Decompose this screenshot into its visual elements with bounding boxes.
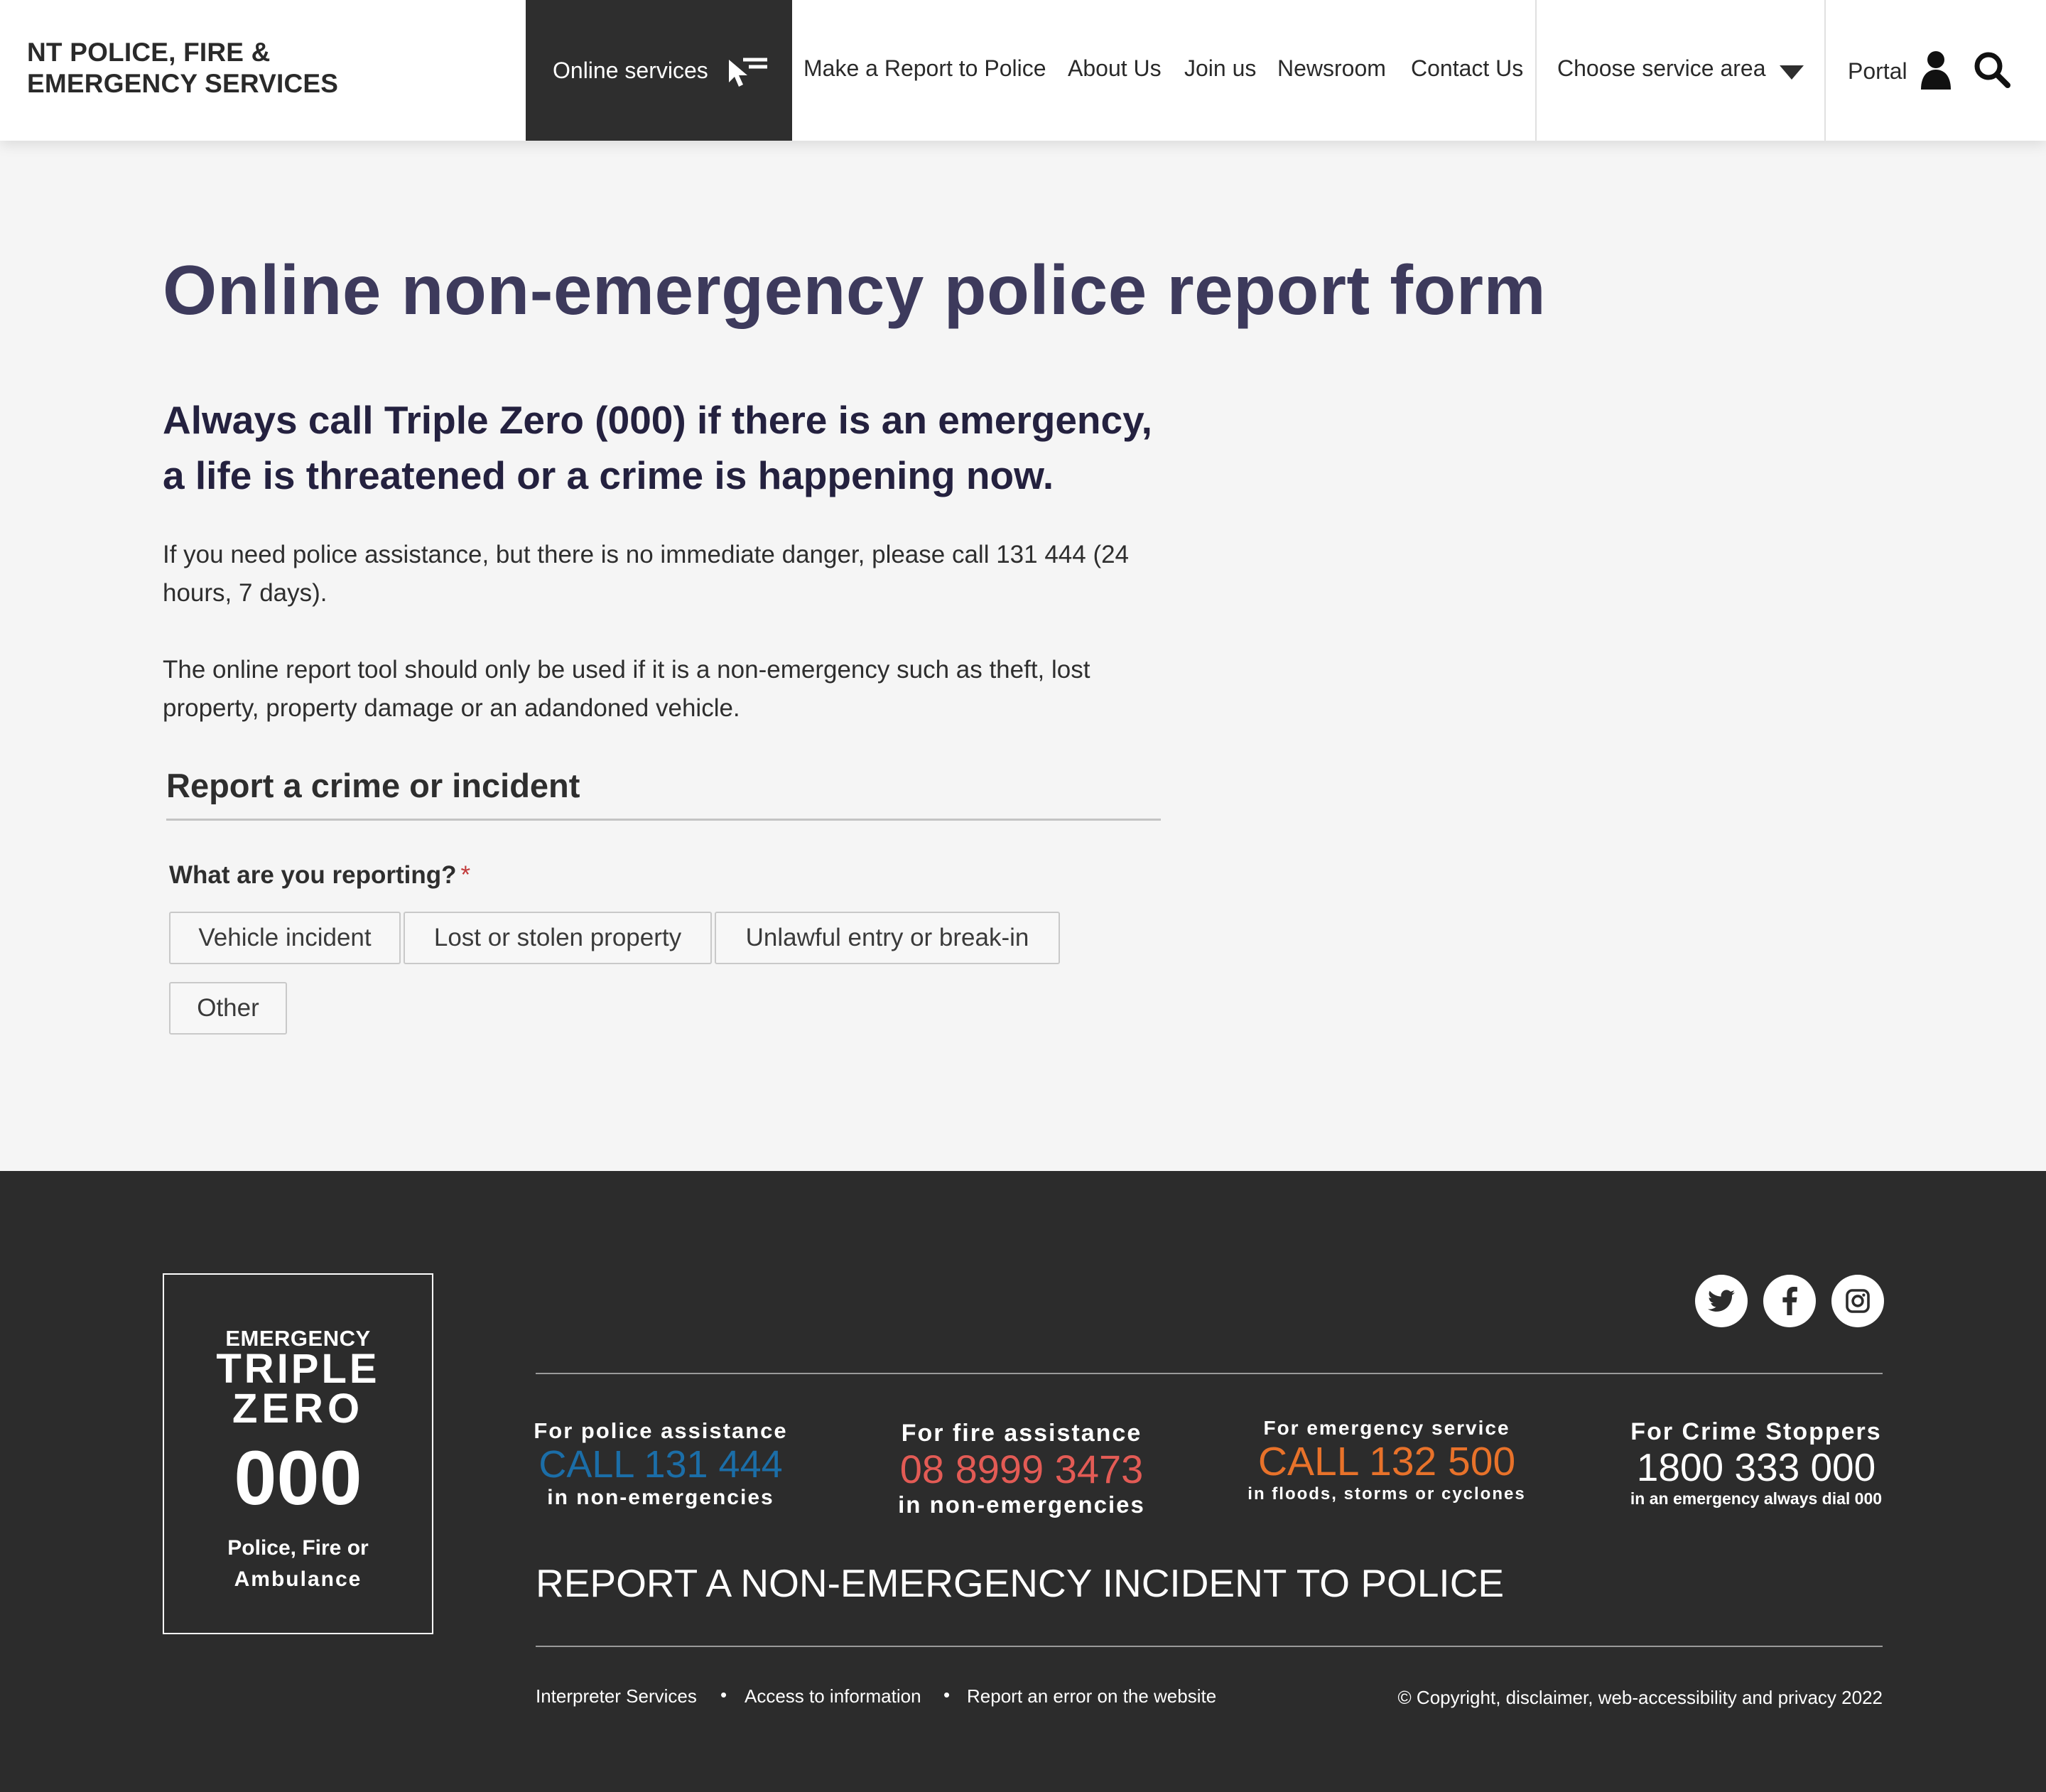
crime-stoppers-sub: in an emergency always dial 000	[1630, 1489, 1883, 1508]
instagram-icon[interactable]	[1831, 1275, 1884, 1327]
ses-contact-label: For emergency service	[1263, 1417, 1510, 1439]
required-marker: *	[460, 861, 471, 889]
footer-divider	[536, 1646, 1883, 1647]
footer-divider	[536, 1373, 1883, 1374]
question-text: What are you reporting?	[169, 861, 457, 889]
police-contact-label: For police assistance	[534, 1418, 788, 1443]
brand-line-1: NT POLICE, FIRE &	[27, 38, 271, 67]
link-separator: •	[720, 1684, 727, 1705]
service-area-select[interactable]: Choose service area	[1557, 55, 1766, 81]
tz-zero: ZERO	[232, 1386, 364, 1432]
crime-stoppers-number[interactable]: 1800 333 000	[1636, 1445, 1876, 1489]
option-unlawful-entry[interactable]: Unlawful entry or break-in	[715, 912, 1060, 964]
access-to-information-link[interactable]: Access to information	[745, 1685, 921, 1707]
nav-newsroom[interactable]: Newsroom	[1277, 55, 1386, 81]
online-services-label: Online services	[553, 57, 708, 83]
user-icon[interactable]	[1920, 50, 1952, 93]
police-contact	[529, 1418, 793, 1510]
link-separator: •	[943, 1684, 951, 1705]
nav-about-us[interactable]: About Us	[1068, 55, 1162, 81]
copyright-link[interactable]: © Copyright, disclaimer, web-accessibility and privacy 2022	[1397, 1687, 1883, 1708]
site-footer	[0, 1171, 2046, 1792]
ses-contact-sub: in floods, storms or cyclones	[1247, 1484, 1526, 1504]
nav-contact-us[interactable]: Contact Us	[1411, 55, 1524, 81]
form-heading: Report a crime or incident	[166, 767, 580, 804]
site-header	[0, 0, 2046, 141]
crime-stoppers-label: For Crime Stoppers	[1630, 1418, 1882, 1445]
question-label	[169, 861, 470, 890]
nav-divider	[1535, 0, 1537, 141]
tz-number: 000	[234, 1435, 362, 1521]
nav-join-us[interactable]: Join us	[1184, 55, 1257, 81]
online-services-button[interactable]	[526, 0, 792, 141]
crime-stoppers-contact	[1607, 1418, 1905, 1508]
usage-paragraph: The online report tool should only be used if it is a non-emergency such as theft, lost property, property damage or an adandoned vehicle.	[163, 656, 1090, 722]
emergency-alert: Always call Triple Zero (000) if there is an emergency, a life is threatened or a crime is happening now.	[163, 398, 1152, 497]
report-incident-link[interactable]: REPORT A NON-EMERGENCY INCIDENT TO POLICE	[536, 1561, 1505, 1605]
search-icon[interactable]	[1974, 51, 2010, 92]
triple-zero-badge	[163, 1273, 433, 1634]
ses-contact-number[interactable]: CALL 132 500	[1257, 1439, 1516, 1484]
fire-contact	[889, 1420, 1154, 1518]
tz-emergency: EMERGENCY	[225, 1326, 371, 1351]
intro-paragraph: If you need police assistance, but there is no immediate danger, please call 131 444 (24 hours, 7 days).	[163, 541, 1130, 607]
police-contact-number[interactable]: CALL 131 444	[538, 1443, 783, 1486]
fire-contact-sub: in non-emergencies	[898, 1491, 1145, 1518]
nav-divider	[1824, 0, 1826, 141]
option-lost-stolen-property[interactable]: Lost or stolen property	[404, 912, 712, 964]
chevron-down-icon[interactable]	[1780, 65, 1804, 85]
tz-triple: TRIPLE	[216, 1346, 380, 1392]
fire-contact-number[interactable]: 08 8999 3473	[899, 1447, 1144, 1491]
tz-ambulance: Ambulance	[234, 1567, 362, 1591]
option-other[interactable]: Other	[169, 982, 287, 1035]
page-title: Online non-emergency police report form	[163, 251, 1547, 329]
tz-services: Police, Fire or	[227, 1536, 369, 1560]
portal-link[interactable]: Portal	[1848, 58, 1907, 84]
form-divider	[166, 819, 1161, 821]
site-logo[interactable]	[27, 37, 338, 99]
twitter-icon[interactable]	[1695, 1275, 1748, 1327]
cursor-click-icon	[725, 51, 770, 97]
report-error-link[interactable]: Report an error on the website	[967, 1685, 1217, 1707]
brand-line-2: EMERGENCY SERVICES	[27, 69, 339, 98]
fire-contact-label: For fire assistance	[901, 1420, 1142, 1447]
police-contact-sub: in non-emergencies	[547, 1486, 774, 1510]
option-vehicle-incident[interactable]: Vehicle incident	[169, 912, 401, 964]
ses-contact	[1245, 1417, 1529, 1504]
nav-make-report[interactable]: Make a Report to Police	[803, 55, 1046, 81]
interpreter-services-link[interactable]: Interpreter Services	[536, 1685, 697, 1707]
facebook-icon[interactable]	[1763, 1275, 1816, 1327]
